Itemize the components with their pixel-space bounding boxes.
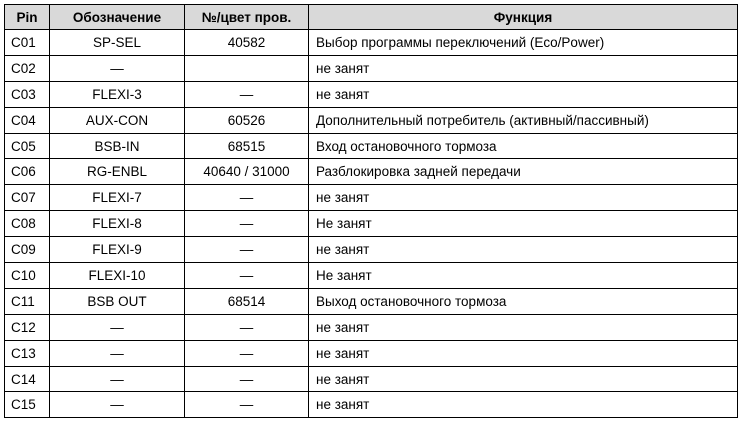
table-row xyxy=(5,237,738,263)
designation-cell: — xyxy=(50,314,185,340)
pin-cell: C01 xyxy=(5,30,50,56)
function-cell: не занят xyxy=(309,81,738,107)
table-row xyxy=(5,340,738,366)
pin-cell: C04 xyxy=(5,107,50,133)
wire-cell: — xyxy=(185,340,309,366)
pin-cell: C05 xyxy=(5,133,50,159)
function-cell: не занят xyxy=(309,55,738,81)
table-row xyxy=(5,288,738,314)
pin-cell: C08 xyxy=(5,211,50,237)
pin-cell: C10 xyxy=(5,263,50,289)
table-row xyxy=(5,392,738,418)
pin-cell: C02 xyxy=(5,55,50,81)
designation-cell: BSB-IN xyxy=(50,133,185,159)
wire-cell: — xyxy=(185,366,309,392)
function-cell: не занят xyxy=(309,366,738,392)
wire-cell xyxy=(185,55,309,81)
designation-cell: — xyxy=(50,55,185,81)
designation-cell: FLEXI-10 xyxy=(50,263,185,289)
table-row xyxy=(5,107,738,133)
pin-cell: C09 xyxy=(5,237,50,263)
designation-cell: RG-ENBL xyxy=(50,159,185,185)
pin-cell: C15 xyxy=(5,392,50,418)
header-row xyxy=(5,5,738,30)
function-cell: Разблокировка задней передачи xyxy=(309,159,738,185)
wire-cell: 40582 xyxy=(185,30,309,56)
table-header xyxy=(5,5,738,30)
table-row xyxy=(5,159,738,185)
wire-cell: — xyxy=(185,185,309,211)
function-cell: не занят xyxy=(309,392,738,418)
designation-cell: SP-SEL xyxy=(50,30,185,56)
pin-cell: C13 xyxy=(5,340,50,366)
header-designation: Обозначение xyxy=(50,5,185,30)
pin-cell: C14 xyxy=(5,366,50,392)
pin-cell: C06 xyxy=(5,159,50,185)
designation-cell: — xyxy=(50,340,185,366)
function-cell: Не занят xyxy=(309,211,738,237)
header-function: Функция xyxy=(309,5,738,30)
header-pin: Pin xyxy=(5,5,50,30)
wire-cell: — xyxy=(185,392,309,418)
wire-cell: — xyxy=(185,237,309,263)
wire-cell: 68515 xyxy=(185,133,309,159)
wire-cell: — xyxy=(185,263,309,289)
table-row xyxy=(5,211,738,237)
designation-cell: — xyxy=(50,392,185,418)
table-row xyxy=(5,81,738,107)
wire-cell: — xyxy=(185,211,309,237)
table-row xyxy=(5,263,738,289)
designation-cell: — xyxy=(50,366,185,392)
function-cell: Дополнительный потребитель (активный/пассивный) xyxy=(309,107,738,133)
wire-cell: 68514 xyxy=(185,288,309,314)
designation-cell: FLEXI-9 xyxy=(50,237,185,263)
table-row xyxy=(5,30,738,56)
table-body xyxy=(5,30,738,418)
function-cell: не занят xyxy=(309,314,738,340)
function-cell: Выбор программы переключений (Eco/Power) xyxy=(309,30,738,56)
designation-cell: FLEXI-7 xyxy=(50,185,185,211)
table-row xyxy=(5,366,738,392)
pin-assignment-table xyxy=(4,4,738,418)
function-cell: Выход остановочного тормоза xyxy=(309,288,738,314)
table-row xyxy=(5,133,738,159)
wire-cell: 40640 / 31000 xyxy=(185,159,309,185)
function-cell: Не занят xyxy=(309,263,738,289)
table-row xyxy=(5,314,738,340)
designation-cell: AUX-CON xyxy=(50,107,185,133)
header-wire: №/цвет пров. xyxy=(185,5,309,30)
function-cell: не занят xyxy=(309,237,738,263)
designation-cell: FLEXI-3 xyxy=(50,81,185,107)
pin-cell: C11 xyxy=(5,288,50,314)
designation-cell: BSB OUT xyxy=(50,288,185,314)
wire-cell: — xyxy=(185,314,309,340)
pin-cell: C12 xyxy=(5,314,50,340)
wire-cell: 60526 xyxy=(185,107,309,133)
wire-cell: — xyxy=(185,81,309,107)
pin-cell: C07 xyxy=(5,185,50,211)
function-cell: Вход остановочного тормоза xyxy=(309,133,738,159)
function-cell: не занят xyxy=(309,340,738,366)
table-row xyxy=(5,185,738,211)
pin-cell: C03 xyxy=(5,81,50,107)
table-row xyxy=(5,55,738,81)
designation-cell: FLEXI-8 xyxy=(50,211,185,237)
function-cell: не занят xyxy=(309,185,738,211)
